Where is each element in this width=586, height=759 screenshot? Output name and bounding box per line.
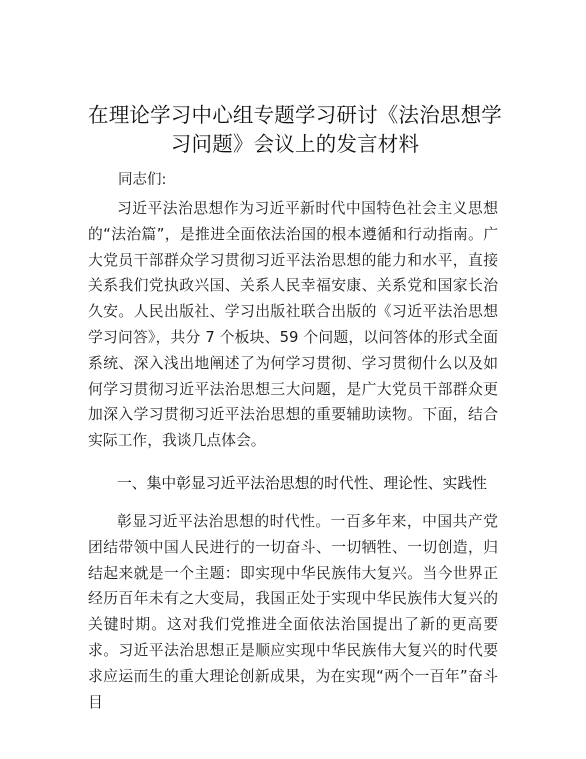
section-heading: 一、集中彰显习近平法治思想的时代性、理论性、实践性	[117, 475, 487, 492]
intro-paragraph: 习近平法治思想作为习近平新时代中国特色社会主义思想的“法治篇”，是推进全面依法治国的根本遵循和行动指南。广大党员干部群众学习贯彻习近平法治思想的能力和水平，直接关系我们党执政兴国、关系人民幸福安康、关系党和国家长治久安。人民出版社、学习出版社联合出版的《习近平法治思想学习问答》，共分 7 个板块、59 个问题，以问答体的形式全面系统、深入浅出地阐述了为何学习贯彻、学习贯彻什么以及如何学习贯彻习近平法治思想三大问题，是广大党员干部群众更加深入学习贯彻习近平法治思想的重要辅助读物。下面，结合实际工作，我谈几点体会。	[88, 200, 498, 450]
section-paragraph: 彰显习近平法治思想的时代性。一百多年来，中国共产党团结带领中国人民进行的一切奋斗、一切牺牲、一切创造，归结起来就是一个主题：即实现中华民族伟大复兴。当今世界正经历百年未有之大变局，我国正处于实现中华民族伟大复兴的关键时期。这对我们党推进全面依法治国提出了新的更高要求。习近平法治思想正是顺应实现中华民族伟大复兴的时代要求应运而生的重大理论创新成果，为在实现“两个一百年”奋斗目	[88, 513, 498, 711]
document-title: 在理论学习中心组专题学习研讨《法治思想学习问题》会议上的发言材料	[88, 103, 502, 156]
salutation: 同志们:	[118, 172, 167, 188]
